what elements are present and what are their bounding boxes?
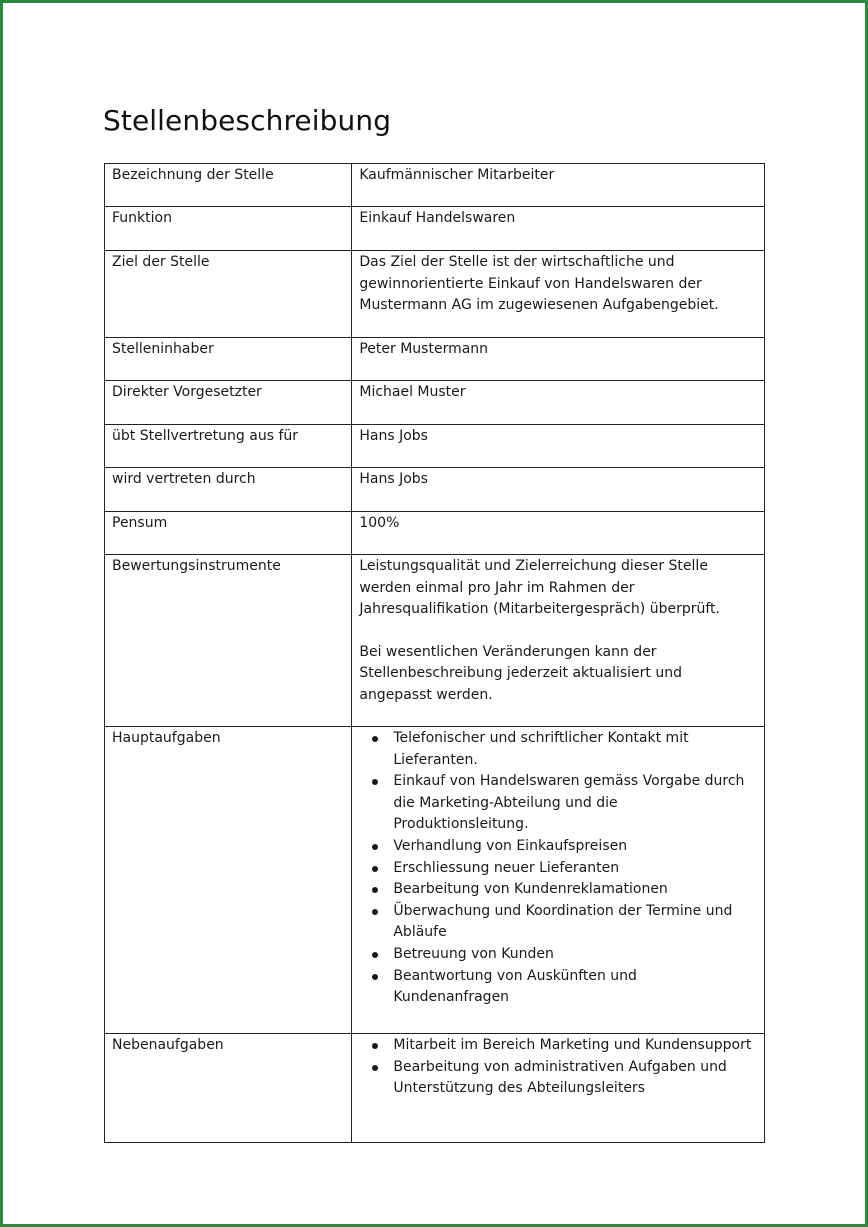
row-label: Ziel der Stelle [105, 251, 352, 338]
nebenaufgaben-list [359, 1035, 757, 1100]
list-item: Mitarbeit im Bereich Marketing und Kundensupport [393, 1035, 757, 1057]
list-item: Bearbeitung von administrativen Aufgaben und Unterstützung des Abteilungsleiters [393, 1057, 757, 1100]
table-row [105, 164, 765, 207]
list-item: Betreuung von Kunden [393, 944, 757, 966]
row-label: übt Stellvertretung aus für [105, 425, 352, 468]
row-label: Pensum [105, 512, 352, 555]
row-label: Hauptaufgaben [105, 727, 352, 1034]
list-item: Beantwortung von Auskünften und Kundenanfragen [393, 966, 757, 1009]
list-item: Telefonischer und schriftlicher Kontakt mit Lieferanten. [393, 728, 757, 771]
row-label: Bezeichnung der Stelle [105, 164, 352, 207]
list-item: Bearbeitung von Kundenreklamationen [393, 879, 757, 901]
table-row [105, 207, 765, 251]
row-label: Direkter Vorgesetzter [105, 381, 352, 425]
row-value: Peter Mustermann [352, 338, 765, 381]
table-row [105, 251, 765, 338]
list-item: Überwachung und Koordination der Termine und Abläufe [393, 901, 757, 944]
table-row [105, 381, 765, 425]
row-value: Einkauf Handelswaren [352, 207, 765, 251]
list-item: Verhandlung von Einkaufspreisen [393, 836, 757, 858]
table-row [105, 338, 765, 381]
job-description-table [104, 163, 765, 1143]
row-value [352, 727, 765, 1034]
row-label: Nebenaufgaben [105, 1034, 352, 1143]
row-value: 100% [352, 512, 765, 555]
row-value: Hans Jobs [352, 425, 765, 468]
table-row [105, 468, 765, 512]
paragraph: Leistungsqualität und Zielerreichung dieser Stelle werden einmal pro Jahr im Rahmen der Jahresqualifikation (Mitarbeitergespräch) überprüft. [359, 558, 720, 618]
table-row [105, 727, 765, 1034]
document-title: Stellenbeschreibung [103, 104, 392, 137]
row-label: Funktion [105, 207, 352, 251]
table-row [105, 1034, 765, 1143]
row-value: Das Ziel der Stelle ist der wirtschaftliche und gewinnorientierte Einkauf von Handelswaren der Mustermann AG im zugewiesenen Aufgabengebiet. [352, 251, 765, 338]
list-item: Einkauf von Handelswaren gemäss Vorgabe durch die Marketing-Abteilung und die Produktionsleitung. [393, 771, 757, 836]
row-value [352, 555, 765, 727]
paragraph: Bei wesentlichen Veränderungen kann der Stellenbeschreibung jederzeit aktualisiert und angepasst werden. [359, 643, 682, 703]
row-value: Hans Jobs [352, 468, 765, 512]
row-label: Stelleninhaber [105, 338, 352, 381]
row-value [352, 1034, 765, 1143]
row-value: Kaufmännischer Mitarbeiter [352, 164, 765, 207]
table-row [105, 512, 765, 555]
row-label: wird vertreten durch [105, 468, 352, 512]
hauptaufgaben-list [359, 728, 757, 1009]
list-item: Erschliessung neuer Lieferanten [393, 858, 757, 880]
row-value: Michael Muster [352, 381, 765, 425]
table-row [105, 425, 765, 468]
table-row [105, 555, 765, 727]
row-label: Bewertungsinstrumente [105, 555, 352, 727]
